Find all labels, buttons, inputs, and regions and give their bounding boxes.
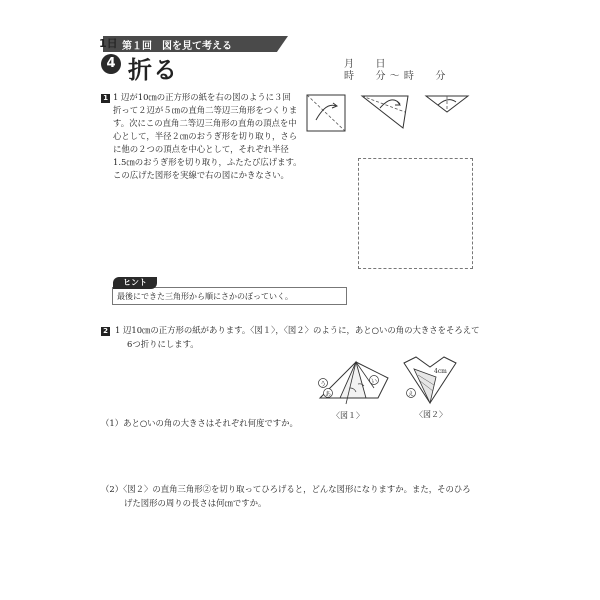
fold-step-square [307,95,345,131]
day-mark: 1日 [99,37,118,50]
question-2-number: 2 [101,327,110,336]
question-1-line: に他の２つの頂点を中心として，それぞれ半径 [113,144,289,154]
question-1-line: この広げた図形を実線で右の図にかきなさい。 [113,170,289,180]
figure-2-caption: 〈図２〉 [415,410,447,419]
question-1-line: す。次にこの直角二等辺三角形の直角の頂点を中 [113,118,297,128]
answer-drawing-area[interactable] [358,158,473,269]
hint-label: ヒント [113,277,157,289]
question-1-line: 1 辺が10㎝の正方形の紙を右の図のように３回 [113,92,291,102]
label-e: え [407,391,415,398]
question-1-line: 1.5㎝のおうぎ形を切り取り，ふたたび広げます。 [113,157,302,167]
figure-2-diagram [400,355,460,407]
label-i: い [370,378,378,385]
lesson-header-text: 第１回 図を見て考える [122,41,232,52]
question-2-sub-2-line-1: （2）〈図２〉の直角三角形②を切り取ってひろげると，どんな図形になりますか。また，そのひろ [101,484,471,494]
page-title: 折る [128,56,178,84]
hint-text: 最後にできた三角形から順にさかのぼっていく。 [117,292,293,301]
question-1-number: 1 [101,94,110,103]
question-1-line: 心として，半径２㎝のおうぎ形を切り取り，さら [113,131,298,141]
fold-step-triangle [362,96,408,128]
date-field-month-day: 月 日 [344,59,386,70]
fold-step-small-triangle [426,96,468,112]
folding-steps-diagram [304,92,474,137]
question-2-line-2: 6つ折りにします。 [127,339,199,349]
question-2-sub-2-line-2: げた図形の周りの長さは何㎝ですか。 [124,498,267,508]
figure-1-diagram [306,358,391,410]
question-1-text [113,91,303,182]
label-a: あ [324,391,332,398]
label-u: う [319,381,327,388]
question-2-sub-1: （1）あと○いの角の大きさはそれぞれ何度ですか。 [101,418,298,428]
question-1-line: 折って２辺が５㎝の直角二等辺三角形をつくりま [113,105,298,115]
question-2-line-1: 1 辺10㎝の正方形の紙があります。〈図１〉，〈図２〉のように，あと○いの角の大きさをそろえて [115,325,480,335]
unit-number-badge: 4 [101,54,121,74]
length-label: 4cm [434,368,447,375]
figure-1-caption: 〈図１〉 [332,411,364,420]
date-field-time-range: 時 分 ～ 時 分 [344,71,446,82]
